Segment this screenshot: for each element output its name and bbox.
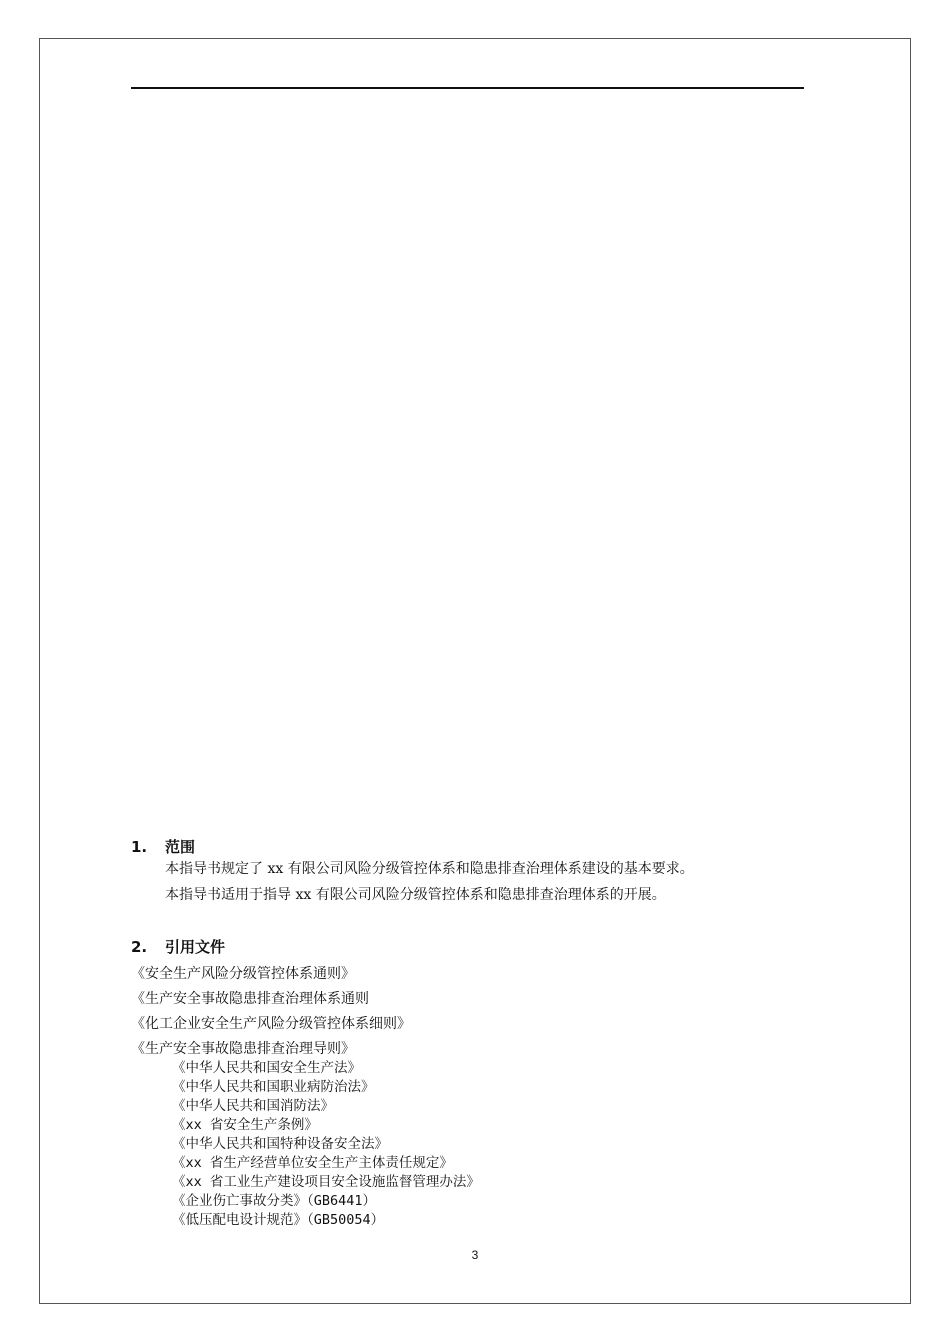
section-1-heading [131, 837, 195, 857]
law-item: 《低压配电设计规范》（GB50054） [172, 1212, 385, 1228]
law-item: 《企业伤亡事故分类》（GB6441） [172, 1193, 377, 1209]
reference-list [131, 962, 411, 1062]
reference-item: 《生产安全事故隐患排查治理导则》 [131, 1041, 355, 1057]
section-1-number: 1. [131, 838, 148, 856]
section-2-title: 引用文件 [165, 938, 226, 956]
law-item: 《xx 省生产经营单位安全生产主体责任规定》 [172, 1155, 453, 1171]
law-item: 《xx 省工业生产建设项目安全设施监督管理办法》 [172, 1174, 480, 1190]
law-item: 《中华人民共和国特种设备安全法》 [172, 1136, 388, 1152]
reference-item: 《化工企业安全生产风险分级管控体系细则》 [131, 1016, 411, 1032]
page-number: 3 [471, 1248, 479, 1262]
law-item: 《中华人民共和国消防法》 [172, 1098, 334, 1114]
law-list [172, 1059, 480, 1230]
law-item: 《中华人民共和国安全生产法》 [172, 1060, 361, 1076]
section-1-paragraph-2: 本指导书适用于指导 xx 有限公司风险分级管控体系和隐患排查治理体系的开展。 [165, 887, 666, 903]
section-1-title: 范围 [165, 838, 196, 856]
reference-item: 《安全生产风险分级管控体系通则》 [131, 966, 355, 982]
law-item: 《中华人民共和国职业病防治法》 [172, 1079, 375, 1095]
law-item: 《xx 省安全生产条例》 [172, 1117, 318, 1133]
section-1-paragraph-1: 本指导书规定了 xx 有限公司风险分级管控体系和隐患排查治理体系建设的基本要求。 [165, 861, 694, 877]
header-rule [131, 87, 804, 89]
section-2-number: 2. [131, 938, 148, 956]
section-2-heading [131, 937, 225, 957]
reference-item: 《生产安全事故隐患排查治理体系通则 [131, 991, 369, 1007]
